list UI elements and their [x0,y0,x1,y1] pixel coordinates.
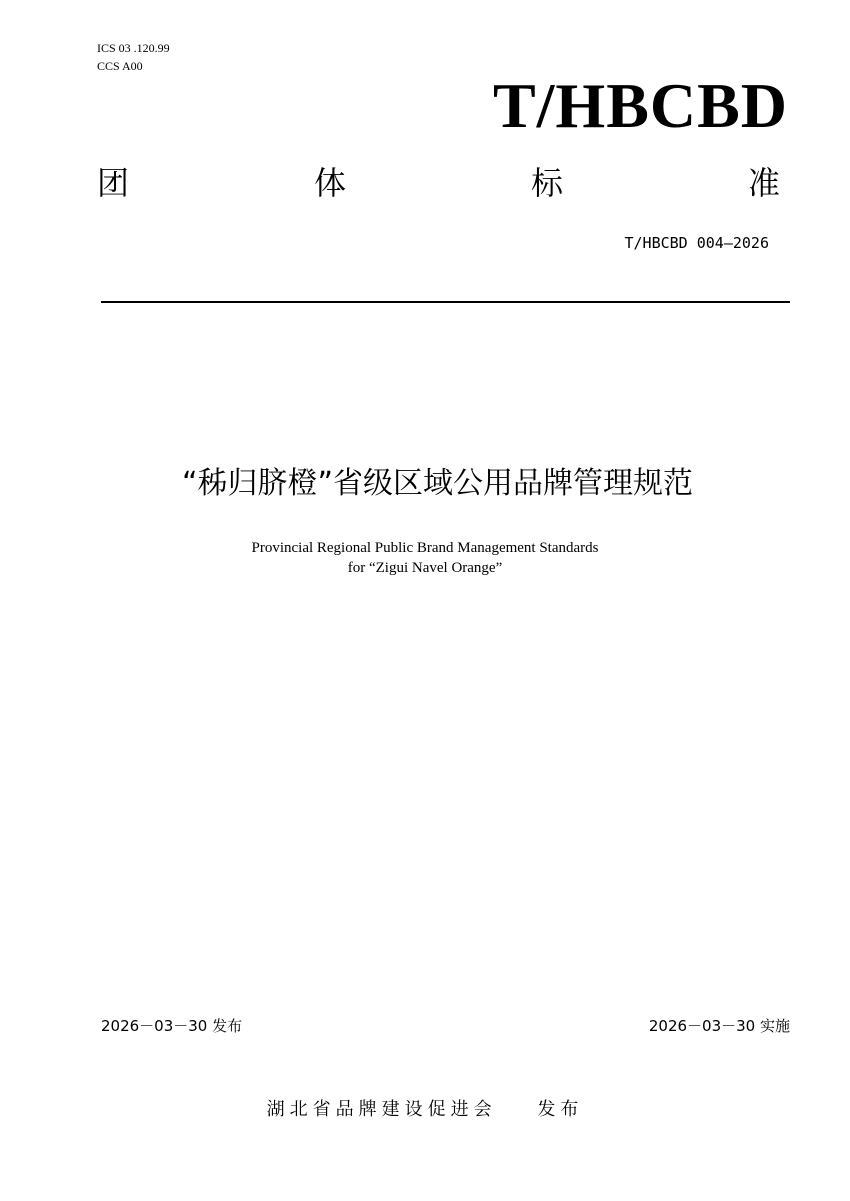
implementation-date: 2026－03－30 实施 [648,1017,790,1035]
publisher-organization: 湖北省品牌建设促进会 [266,1099,497,1120]
header-divider [101,301,790,303]
document-title-english [0,538,850,578]
publisher [0,1097,850,1123]
standard-type-char: 准 [747,164,780,202]
standard-type-char: 团 [97,164,130,202]
standard-type-char: 体 [313,164,346,202]
ics-code: ICS 03 .120.99 [97,41,170,55]
ccs-code: CCS A00 [97,59,143,73]
release-date: 2026－03－30 发布 [101,1017,243,1035]
document-title-chinese: “秭归脐橙”省级区域公用品牌管理规范 [181,466,694,501]
english-title-line: Provincial Regional Public Brand Management Standards [251,540,599,556]
standard-logo: T/HBCBD [492,70,788,141]
standard-type-char: 标 [530,164,563,202]
publisher-action: 发布 [537,1099,584,1120]
english-title-line: for “Zigui Navel Orange” [347,560,503,576]
standard-type [97,163,780,203]
standard-number: T/HBCBD 004—2026 [624,234,769,252]
